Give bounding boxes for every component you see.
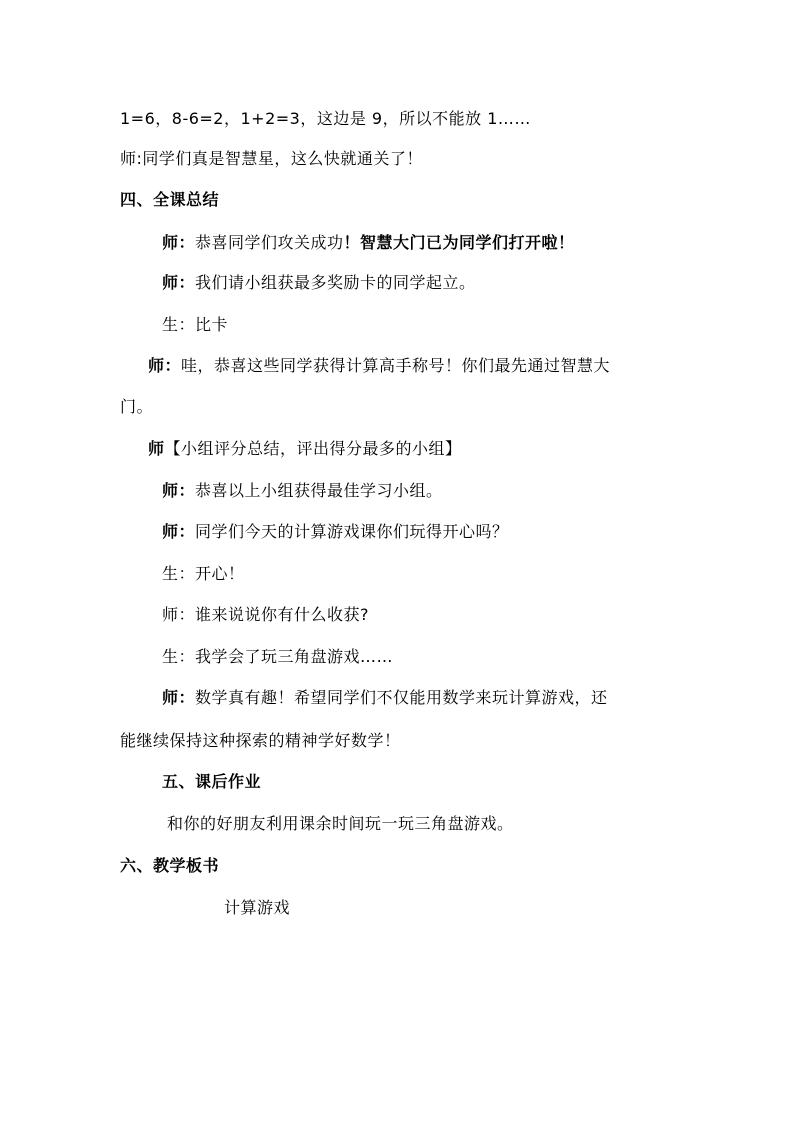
speaker-label: 生： <box>162 315 196 334</box>
paragraph-fun-question <box>162 522 509 542</box>
section-heading-board: 六、教学板书 <box>120 856 220 875</box>
speaker-label: 师： <box>162 481 196 500</box>
paragraph-text: 【小组评分总结，评出得分最多的小组】 <box>164 439 462 458</box>
speaker-label: 师： <box>148 356 182 375</box>
section-heading-homework: 五、课后作业 <box>162 772 262 791</box>
paragraph-master-title <box>148 356 610 376</box>
paragraph-continuation: 能继续保持这种探索的精神学好数学！ <box>120 731 401 750</box>
paragraph-student-card <box>162 315 228 335</box>
paragraph-homework: 和你的好朋友利用课余时间玩一玩三角盘游戏。 <box>167 814 514 833</box>
paragraph-text: 我们请小组获最多奖励卡的同学起立。 <box>195 273 476 292</box>
paragraph-text: 同学们今天的计算游戏课你们玩得开心吗？ <box>195 522 509 541</box>
paragraph-teacher-praise: 师:同学们真是智慧星，这么快就通关了！ <box>120 149 423 168</box>
paragraph-text: 恭喜同学们攻关成功 <box>195 233 344 252</box>
paragraph-best-group <box>162 481 443 501</box>
section-heading-summary: 四、全课总结 <box>120 190 220 209</box>
paragraph-harvest-question: 师：谁来说说你有什么收获? <box>162 605 369 624</box>
speaker-label: 师： <box>162 273 196 292</box>
paragraph-group-score <box>148 439 462 459</box>
paragraph-text: 比卡 <box>195 315 229 334</box>
paragraph-math-fun <box>162 688 608 708</box>
paragraph-congrats <box>162 233 575 253</box>
paragraph-stand-up <box>162 273 476 293</box>
speaker-label: 师： <box>162 233 196 252</box>
paragraph-text: 数学真有趣！希望同学们不仅能用数学来玩计算游戏，还 <box>195 688 608 707</box>
paragraph-student-happy: 生：开心！ <box>162 564 245 583</box>
paragraph-text-bold: ！智慧大门已为同学们打开啦！ <box>343 233 575 252</box>
paragraph-text: 哇，恭喜这些同学获得计算高手称号！你们最先通过智慧大 <box>181 356 611 375</box>
paragraph-continuation: 门。 <box>120 397 154 416</box>
speaker-label: 师 <box>148 439 165 458</box>
paragraph-student-learned: 生：我学会了玩三角盘游戏…… <box>162 647 394 666</box>
speaker-label: 师： <box>162 522 196 541</box>
board-title: 计算游戏 <box>224 898 291 917</box>
paragraph-text: 恭喜以上小组获得最佳学习小组。 <box>195 481 443 500</box>
speaker-label: 师： <box>162 688 196 707</box>
paragraph-calculation: 1=6，8-6=2，1+2=3，这边是 9，所以不能放 1…… <box>120 109 531 128</box>
